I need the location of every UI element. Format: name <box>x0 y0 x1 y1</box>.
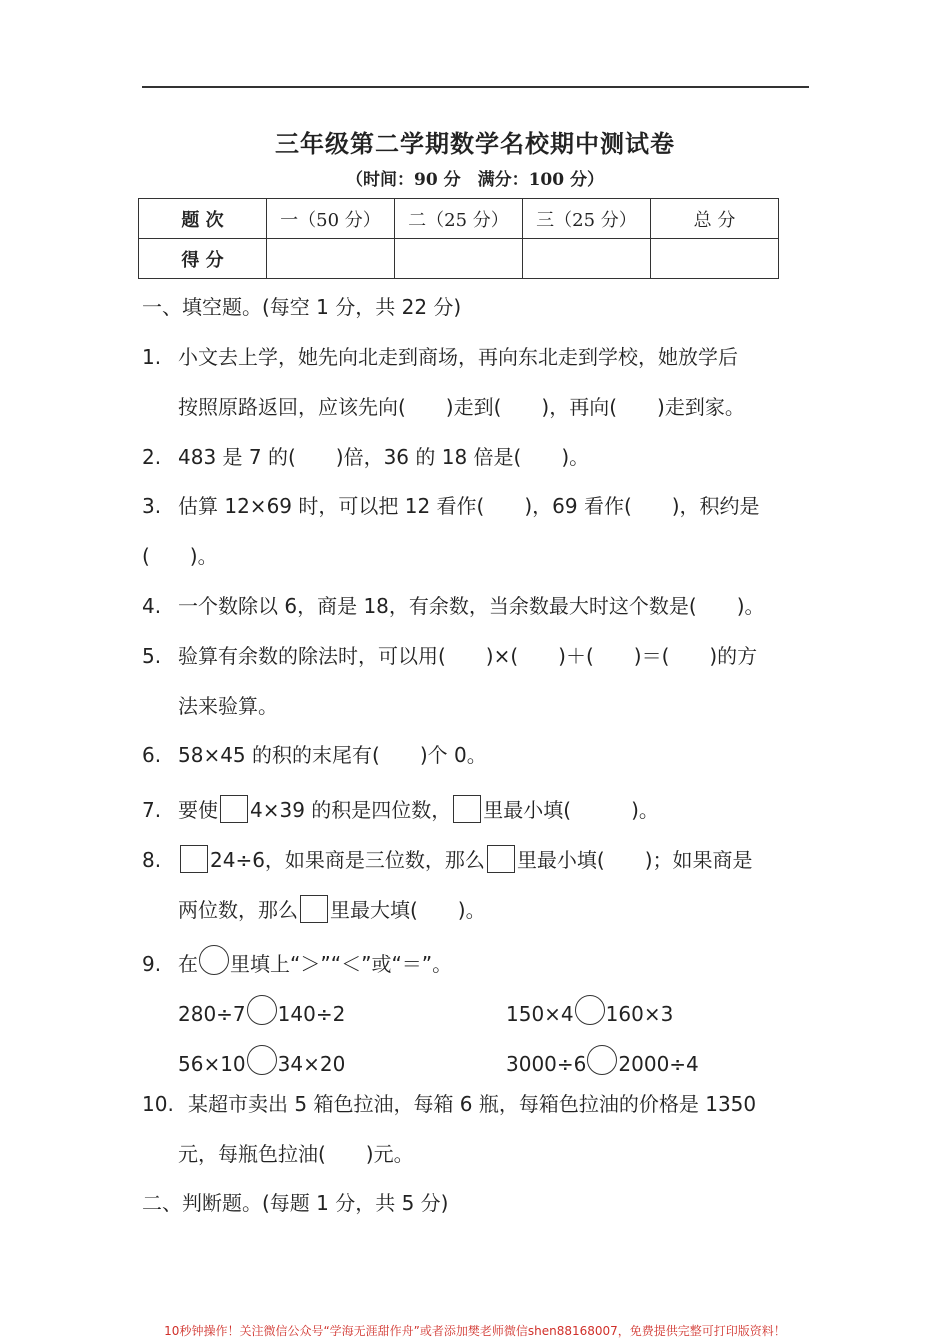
question-text: 一个数除以 6，商是 18，有余数，当余数最大时这个数是( )。 <box>178 594 765 618</box>
section-1-heading: 一、填空题。(每空 1 分，共 22 分) <box>142 295 462 319</box>
question-text: 58×45 的积的末尾有( )个 0。 <box>178 743 487 767</box>
question-5 <box>142 641 757 671</box>
question-text: 小文去上学，她先向北走到商场，再向东北走到学校，她放学后 <box>178 345 738 369</box>
question-3 <box>142 491 760 521</box>
score-table-header-row <box>139 199 779 239</box>
score-input-cell[interactable] <box>267 239 395 279</box>
score-table-score-row <box>139 239 779 279</box>
compare-item <box>178 1045 345 1079</box>
question-10-cont: 元，每瓶色拉油( )元。 <box>178 1142 414 1166</box>
question-text: 在 <box>178 952 198 976</box>
compare-circle[interactable] <box>199 945 229 975</box>
answer-box[interactable] <box>300 895 328 923</box>
section-2-heading: 二、判断题。(每题 1 分，共 5 分) <box>142 1191 449 1215</box>
expression-right: 140÷2 <box>277 1002 346 1026</box>
answer-box[interactable] <box>453 795 481 823</box>
question-8-cont <box>178 895 486 925</box>
question-number: 5. <box>142 644 162 668</box>
compare-item <box>506 995 673 1029</box>
compare-item <box>506 1045 699 1079</box>
question-number: 1. <box>142 345 162 369</box>
compare-item <box>178 995 345 1029</box>
question-text: 要使 <box>178 798 218 822</box>
question-text: 483 是 7 的( )倍，36 的 18 倍是( )。 <box>178 445 590 469</box>
answer-box[interactable] <box>487 845 515 873</box>
score-input-cell[interactable] <box>651 239 779 279</box>
score-table <box>138 198 779 279</box>
compare-circle[interactable] <box>575 995 605 1025</box>
question-10 <box>142 1089 756 1119</box>
question-text: 里最小填( )；如果商是 <box>516 848 753 872</box>
question-9 <box>142 945 452 979</box>
expression-left: 3000÷6 <box>506 1052 587 1076</box>
answer-box[interactable] <box>220 795 248 823</box>
question-text: 估算 12×69 时，可以把 12 看作( )，69 看作( )，积约是 <box>178 494 760 518</box>
expression-right: 160×3 <box>605 1002 674 1026</box>
question-text: 里填上“＞”“＜”或“＝”。 <box>230 952 453 976</box>
question-number: 8. <box>142 848 162 872</box>
score-header-cell: 一（50 分） <box>267 199 395 239</box>
question-text: 两位数，那么 <box>178 898 298 922</box>
promo-footer: 10秒钟操作！关注微信公众号“学海无涯甜作舟”或者添加樊老师微信shen88168007，免费提供完整可打印版资料！ <box>164 1324 786 1338</box>
compare-circle[interactable] <box>587 1045 617 1075</box>
question-1-cont: 按照原路返回，应该先向( )走到( )，再向( )走到家。 <box>178 395 745 419</box>
compare-circle[interactable] <box>247 995 277 1025</box>
score-header-cell: 总 分 <box>651 199 779 239</box>
top-rule <box>142 86 809 88</box>
compare-circle[interactable] <box>247 1045 277 1075</box>
question-number: 10. <box>142 1092 174 1116</box>
expression-left: 56×10 <box>178 1052 246 1076</box>
question-7 <box>142 795 659 825</box>
expression-right: 2000÷4 <box>618 1052 699 1076</box>
page-title: 三年级第二学期数学名校期中测试卷 <box>275 130 675 158</box>
exam-info: （时间：90 分 满分：100 分） <box>346 170 604 190</box>
question-text: 里最大填( )。 <box>330 898 486 922</box>
score-input-cell[interactable] <box>395 239 523 279</box>
question-number: 9. <box>142 952 162 976</box>
question-2 <box>142 442 589 472</box>
question-3-cont: ( )。 <box>142 544 218 568</box>
expression-left: 280÷7 <box>178 1002 246 1026</box>
question-number: 7. <box>142 798 162 822</box>
question-number: 6. <box>142 743 162 767</box>
question-number: 4. <box>142 594 162 618</box>
question-4 <box>142 591 765 621</box>
question-text: 24÷6，如果商是三位数，那么 <box>210 848 485 872</box>
score-header-cell: 二（25 分） <box>395 199 523 239</box>
question-5-cont: 法来验算。 <box>178 694 278 718</box>
question-number: 3. <box>142 494 162 518</box>
question-8 <box>142 845 753 875</box>
score-header-cell: 三（25 分） <box>523 199 651 239</box>
expression-right: 34×20 <box>277 1052 346 1076</box>
question-text: 某超市卖出 5 箱色拉油，每箱 6 瓶，每箱色拉油的价格是 1350 <box>188 1092 757 1116</box>
expression-left: 150×4 <box>506 1002 574 1026</box>
score-input-cell[interactable] <box>523 239 651 279</box>
score-header-cell: 题 次 <box>139 199 267 239</box>
question-6 <box>142 740 487 770</box>
question-text: 里最小填( )。 <box>483 798 659 822</box>
answer-box[interactable] <box>180 845 208 873</box>
question-text: 4×39 的积是四位数， <box>250 798 452 822</box>
score-row-label: 得 分 <box>139 239 267 279</box>
question-text: 验算有余数的除法时，可以用( )×( )＋( )＝( )的方 <box>178 644 758 668</box>
question-1 <box>142 342 738 372</box>
question-number: 2. <box>142 445 162 469</box>
